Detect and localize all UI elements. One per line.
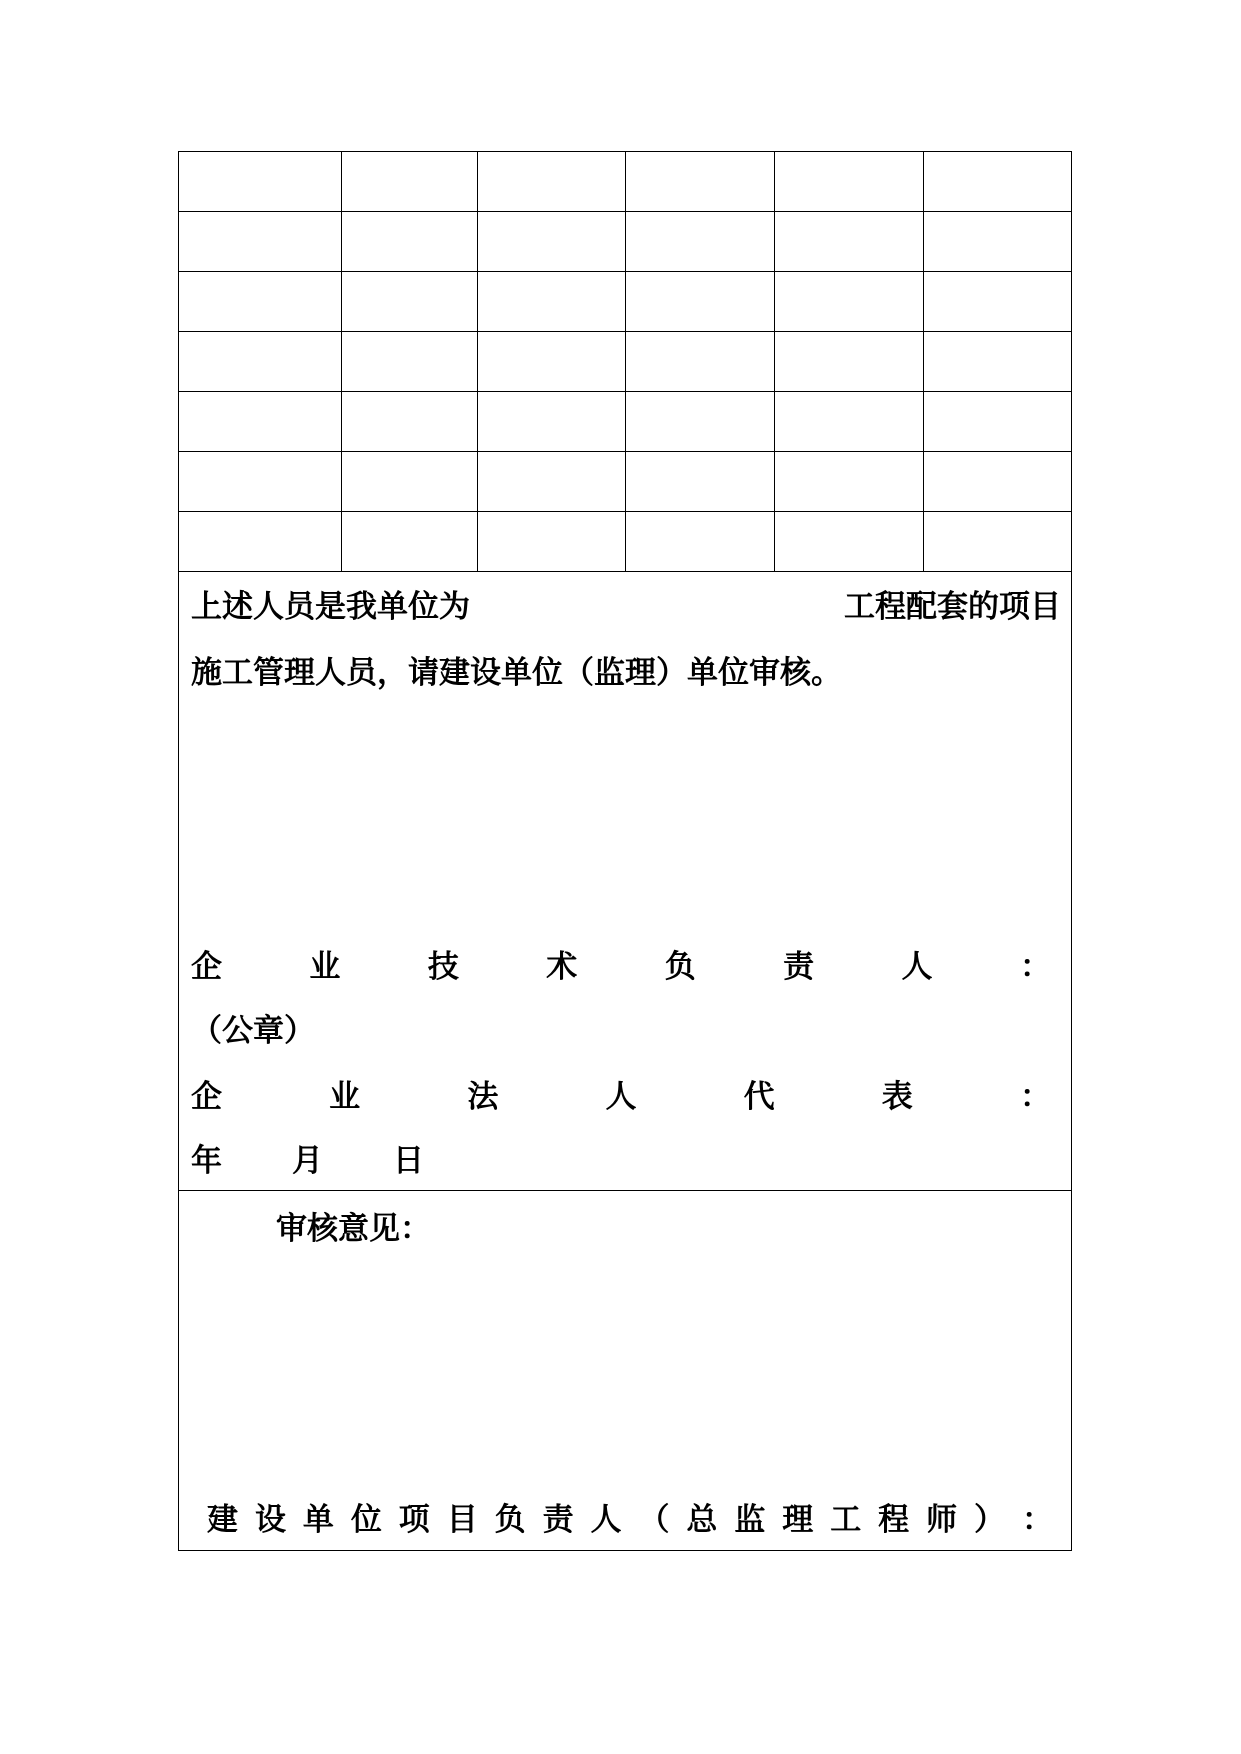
tech-lead-char: 企 bbox=[191, 949, 222, 985]
tech-lead-char: 责 bbox=[783, 949, 815, 985]
signer-char: （ bbox=[638, 1502, 670, 1538]
table-cell[interactable] bbox=[477, 452, 625, 512]
table-cell[interactable] bbox=[774, 512, 923, 572]
legal-representative-label bbox=[191, 1079, 1051, 1115]
signer-char: 设 bbox=[254, 1502, 286, 1538]
table-cell[interactable] bbox=[179, 452, 341, 512]
table-cell[interactable] bbox=[477, 212, 625, 272]
table-cell[interactable] bbox=[341, 272, 477, 332]
table-cell[interactable] bbox=[774, 212, 923, 272]
table-cell[interactable] bbox=[341, 512, 477, 572]
tech-lead-label bbox=[191, 949, 1051, 985]
table-cell[interactable] bbox=[774, 332, 923, 392]
owner-project-lead-label bbox=[207, 1502, 1053, 1538]
table-cell[interactable] bbox=[341, 212, 477, 272]
table-cell[interactable] bbox=[923, 152, 1071, 212]
table-cell[interactable] bbox=[625, 272, 774, 332]
legal-rep-char: 业 bbox=[329, 1079, 361, 1115]
table-cell[interactable] bbox=[625, 452, 774, 512]
signer-char: 工 bbox=[830, 1502, 862, 1538]
tech-lead-char: ： bbox=[1019, 949, 1051, 985]
statement-start: 上述人员是我单位为 bbox=[191, 589, 470, 625]
date-label bbox=[191, 1143, 424, 1179]
table-row bbox=[179, 512, 1071, 572]
table-cell[interactable] bbox=[774, 452, 923, 512]
table-cell[interactable] bbox=[625, 152, 774, 212]
personnel-table bbox=[179, 152, 1071, 572]
table-cell[interactable] bbox=[923, 392, 1071, 452]
table-cell[interactable] bbox=[477, 332, 625, 392]
section-divider bbox=[179, 1190, 1071, 1191]
table-row bbox=[179, 272, 1071, 332]
tech-lead-char: 负 bbox=[664, 949, 696, 985]
table-cell[interactable] bbox=[625, 212, 774, 272]
table-cell[interactable] bbox=[179, 212, 341, 272]
table-row bbox=[179, 152, 1071, 212]
table-cell[interactable] bbox=[341, 332, 477, 392]
table-cell[interactable] bbox=[923, 452, 1071, 512]
signer-char: 建 bbox=[207, 1502, 238, 1538]
table-cell[interactable] bbox=[625, 332, 774, 392]
table-row bbox=[179, 332, 1071, 392]
table-cell[interactable] bbox=[341, 452, 477, 512]
signer-char: 师 bbox=[926, 1502, 958, 1538]
table-row bbox=[179, 392, 1071, 452]
signer-char: 理 bbox=[782, 1502, 814, 1538]
signer-char: 位 bbox=[350, 1502, 382, 1538]
signer-char: 项 bbox=[398, 1502, 430, 1538]
review-opinion-label: 审核意见： bbox=[276, 1211, 431, 1247]
table-cell[interactable] bbox=[477, 152, 625, 212]
legal-rep-char: ： bbox=[1019, 1079, 1051, 1115]
table-cell[interactable] bbox=[341, 392, 477, 452]
legal-rep-char: 人 bbox=[605, 1079, 637, 1115]
table-cell[interactable] bbox=[774, 152, 923, 212]
table-cell[interactable] bbox=[179, 332, 341, 392]
statement-project-suffix: 工程配套的项目 bbox=[844, 589, 1061, 625]
table-row bbox=[179, 452, 1071, 512]
personnel-approval-form bbox=[178, 151, 1072, 1551]
signer-char: 监 bbox=[734, 1502, 766, 1538]
signer-char: 负 bbox=[494, 1502, 526, 1538]
table-cell[interactable] bbox=[774, 272, 923, 332]
table-cell[interactable] bbox=[923, 512, 1071, 572]
signer-char: 总 bbox=[686, 1502, 718, 1538]
signer-char: ： bbox=[1021, 1502, 1053, 1538]
date-day: 日 bbox=[393, 1143, 424, 1179]
table-cell[interactable] bbox=[923, 272, 1071, 332]
table-cell[interactable] bbox=[341, 152, 477, 212]
tech-lead-char: 术 bbox=[546, 949, 578, 985]
tech-lead-char: 技 bbox=[427, 949, 459, 985]
tech-lead-char: 业 bbox=[309, 949, 341, 985]
table-cell[interactable] bbox=[179, 152, 341, 212]
signer-char: 责 bbox=[542, 1502, 574, 1538]
signer-char: 人 bbox=[590, 1502, 622, 1538]
table-cell[interactable] bbox=[625, 512, 774, 572]
statement-line-2: 施工管理人员，请建设单位（监理）单位审核。 bbox=[191, 655, 842, 691]
table-cell[interactable] bbox=[179, 272, 341, 332]
signer-char: 单 bbox=[302, 1502, 334, 1538]
legal-rep-char: 表 bbox=[881, 1079, 913, 1115]
table-cell[interactable] bbox=[477, 272, 625, 332]
table-cell[interactable] bbox=[774, 392, 923, 452]
date-year: 年 bbox=[191, 1143, 222, 1179]
table-cell[interactable] bbox=[625, 392, 774, 452]
table-cell[interactable] bbox=[477, 512, 625, 572]
official-seal-label: （公章） bbox=[191, 1013, 315, 1049]
table-cell[interactable] bbox=[923, 212, 1071, 272]
table-cell[interactable] bbox=[477, 392, 625, 452]
signer-char: ） bbox=[974, 1502, 1005, 1538]
date-month: 月 bbox=[292, 1143, 323, 1179]
legal-rep-char: 法 bbox=[467, 1079, 499, 1115]
table-cell[interactable] bbox=[923, 332, 1071, 392]
table-row bbox=[179, 212, 1071, 272]
tech-lead-char: 人 bbox=[901, 949, 933, 985]
legal-rep-char: 企 bbox=[191, 1079, 222, 1115]
signer-char: 目 bbox=[446, 1502, 478, 1538]
table-cell[interactable] bbox=[179, 392, 341, 452]
signer-char: 程 bbox=[878, 1502, 910, 1538]
legal-rep-char: 代 bbox=[743, 1079, 775, 1115]
table-cell[interactable] bbox=[179, 512, 341, 572]
